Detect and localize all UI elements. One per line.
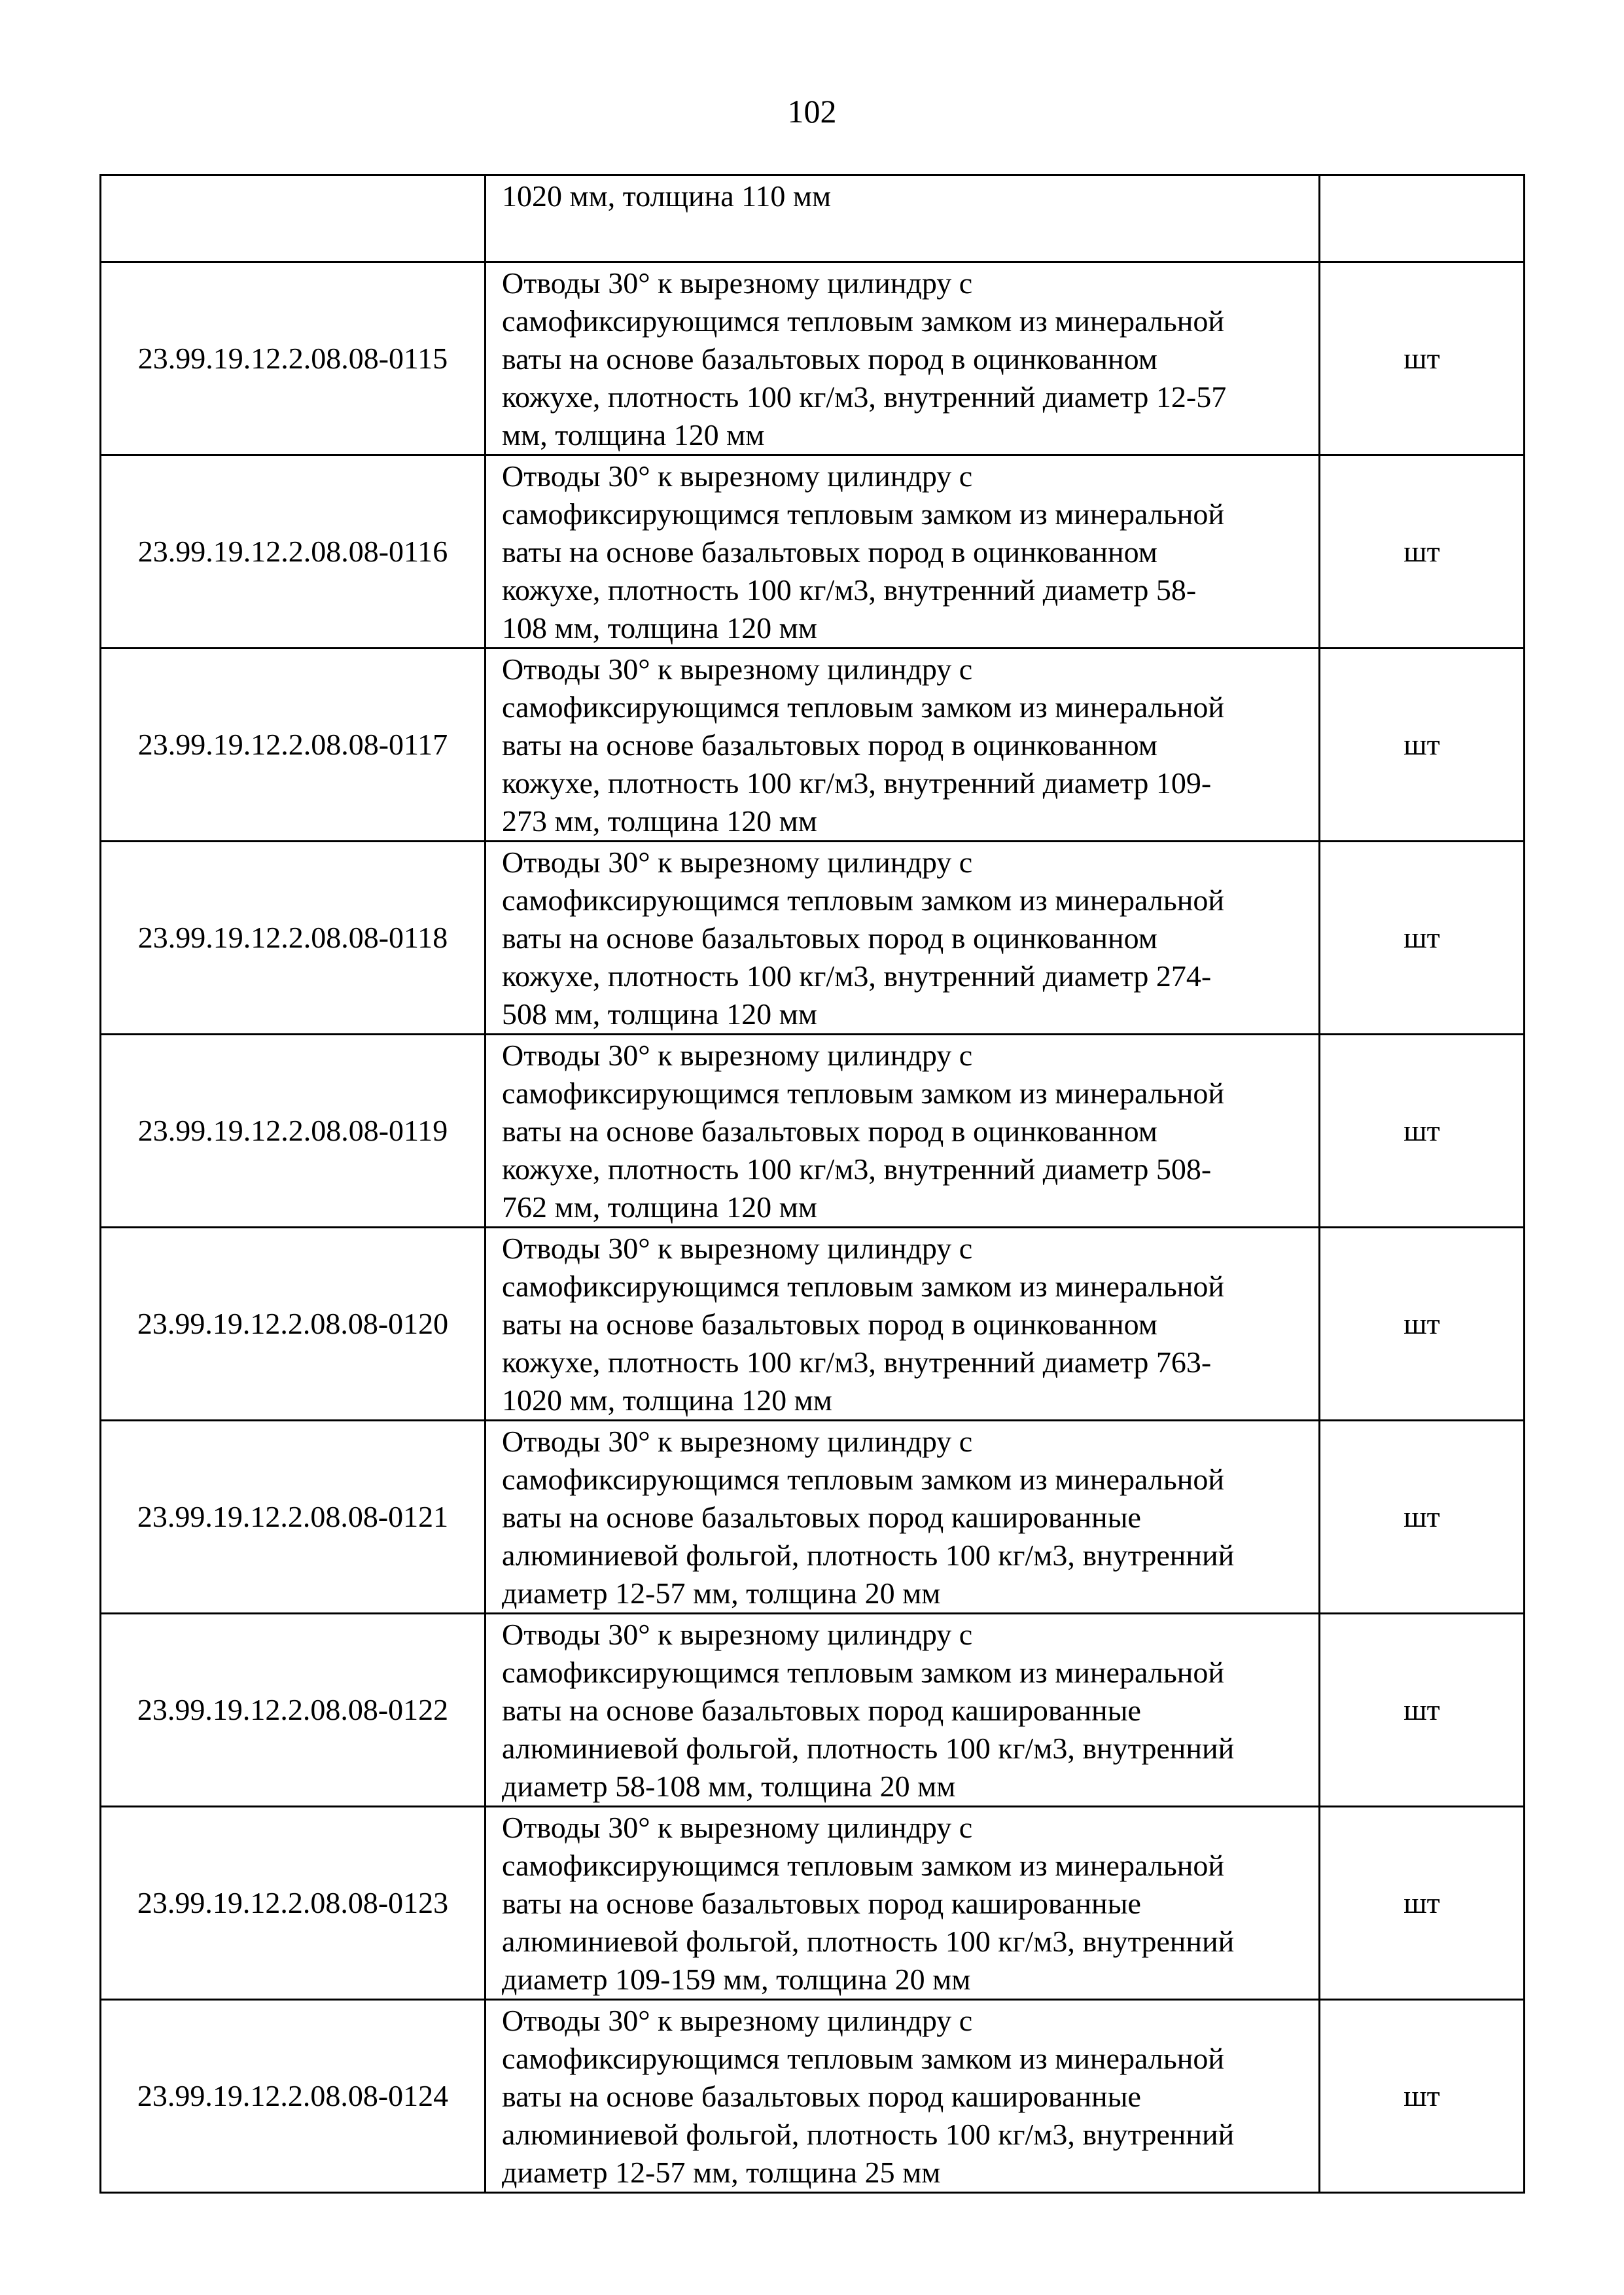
- description-line: ваты на основе базальтовых пород кашированные: [502, 1501, 1141, 1534]
- description-line: алюминиевой фольгой, плотность 100 кг/м3, внутренний: [502, 2118, 1235, 2151]
- unit-cell: шт: [1320, 842, 1525, 1035]
- description-line: Отводы 30° к вырезному цилиндру с: [502, 1811, 973, 1844]
- description-line: диаметр 109-159 мм, толщина 20 мм: [502, 1963, 971, 1996]
- description-line: диаметр 12-57 мм, толщина 20 мм: [502, 1576, 941, 1610]
- description-line: Отводы 30° к вырезному цилиндру с: [502, 652, 973, 686]
- description-line: Отводы 30° к вырезному цилиндру с: [502, 266, 973, 300]
- unit-cell: шт: [1320, 455, 1525, 649]
- materials-table-body: [101, 175, 1525, 2193]
- description-line: ваты на основе базальтовых пород в оцинкованном: [502, 342, 1157, 376]
- code-cell: 23.99.19.12.2.08.08-0123: [101, 1807, 485, 2000]
- description-line: ваты на основе базальтовых пород в оцинкованном: [502, 535, 1157, 569]
- description-line: Отводы 30° к вырезному цилиндру с: [502, 845, 973, 879]
- description-line: самофиксирующимся тепловым замком из минеральной: [502, 497, 1224, 531]
- description-line: кожухе, плотность 100 кг/м3, внутренний диаметр 508-: [502, 1152, 1212, 1186]
- unit-cell: шт: [1320, 1614, 1525, 1807]
- description-cell: [485, 1421, 1320, 1614]
- unit-cell: шт: [1320, 1807, 1525, 2000]
- description-cell: [485, 2000, 1320, 2193]
- description-line: 273 мм, толщина 120 мм: [502, 804, 817, 838]
- description-line: 508 мм, толщина 120 мм: [502, 997, 817, 1031]
- code-cell: 23.99.19.12.2.08.08-0117: [101, 649, 485, 842]
- description-line: ваты на основе базальтовых пород кашированные: [502, 2080, 1141, 2113]
- description-line: кожухе, плотность 100 кг/м3, внутренний диаметр 12-57: [502, 380, 1227, 414]
- description-line: 1020 мм, толщина 110 мм: [502, 179, 832, 213]
- code-cell: 23.99.19.12.2.08.08-0118: [101, 842, 485, 1035]
- description-line: самофиксирующимся тепловым замком из минеральной: [502, 883, 1224, 917]
- unit-cell: [1320, 175, 1525, 262]
- description-line: ваты на основе базальтовых пород кашированные: [502, 1694, 1141, 1727]
- description-cell: [485, 1807, 1320, 2000]
- description-cell: [485, 1035, 1320, 1228]
- description-line: ваты на основе базальтовых пород в оцинкованном: [502, 1308, 1157, 1341]
- unit-cell: шт: [1320, 2000, 1525, 2193]
- description-cell: [485, 455, 1320, 649]
- description-cell: [485, 175, 1320, 262]
- table-row: [101, 842, 1525, 1035]
- description-cell: [485, 1228, 1320, 1421]
- description-line: ваты на основе базальтовых пород кашированные: [502, 1887, 1141, 1920]
- code-cell: 23.99.19.12.2.08.08-0119: [101, 1035, 485, 1228]
- materials-table: [99, 174, 1525, 2194]
- code-cell: 23.99.19.12.2.08.08-0124: [101, 2000, 485, 2193]
- code-cell: 23.99.19.12.2.08.08-0115: [101, 262, 485, 455]
- description-line: мм, толщина 120 мм: [502, 418, 765, 452]
- table-row: [101, 1035, 1525, 1228]
- table-row: [101, 455, 1525, 649]
- description-line: кожухе, плотность 100 кг/м3, внутренний диаметр 274-: [502, 959, 1212, 993]
- description-line: 762 мм, толщина 120 мм: [502, 1190, 817, 1224]
- page-number: 102: [787, 93, 837, 130]
- description-line: кожухе, плотность 100 кг/м3, внутренний диаметр 763-: [502, 1345, 1212, 1379]
- table-row: [101, 262, 1525, 455]
- description-line: самофиксирующимся тепловым замком из минеральной: [502, 1270, 1224, 1303]
- table-row-continuation: [101, 175, 1525, 262]
- description-line: самофиксирующимся тепловым замком из минеральной: [502, 1463, 1224, 1496]
- description-line: кожухе, плотность 100 кг/м3, внутренний диаметр 109-: [502, 766, 1212, 800]
- description-line: алюминиевой фольгой, плотность 100 кг/м3, внутренний: [502, 1732, 1235, 1765]
- unit-cell: шт: [1320, 1228, 1525, 1421]
- description-cell: [485, 262, 1320, 455]
- description-line: ваты на основе базальтовых пород в оцинкованном: [502, 921, 1157, 955]
- description-line: самофиксирующимся тепловым замком из минеральной: [502, 1076, 1224, 1110]
- table-row: [101, 2000, 1525, 2193]
- description-cell: [485, 842, 1320, 1035]
- description-line: ваты на основе базальтовых пород в оцинкованном: [502, 728, 1157, 762]
- description-cell: [485, 1614, 1320, 1807]
- table-row: [101, 1614, 1525, 1807]
- description-line: самофиксирующимся тепловым замком из минеральной: [502, 690, 1224, 724]
- description-line: диаметр 12-57 мм, толщина 25 мм: [502, 2156, 941, 2189]
- description-line: Отводы 30° к вырезному цилиндру с: [502, 2004, 973, 2037]
- table-row: [101, 1228, 1525, 1421]
- unit-cell: шт: [1320, 1035, 1525, 1228]
- code-cell: 23.99.19.12.2.08.08-0122: [101, 1614, 485, 1807]
- unit-cell: шт: [1320, 1421, 1525, 1614]
- description-line: самофиксирующимся тепловым замком из минеральной: [502, 1849, 1224, 1882]
- code-cell: 23.99.19.12.2.08.08-0120: [101, 1228, 485, 1421]
- description-line: самофиксирующимся тепловым замком из минеральной: [502, 304, 1224, 338]
- description-line: диаметр 58-108 мм, толщина 20 мм: [502, 1770, 956, 1803]
- description-line: ваты на основе базальтовых пород в оцинкованном: [502, 1114, 1157, 1148]
- table-row: [101, 649, 1525, 842]
- description-line: Отводы 30° к вырезному цилиндру с: [502, 1232, 973, 1265]
- description-line: Отводы 30° к вырезному цилиндру с: [502, 1425, 973, 1458]
- description-line: самофиксирующимся тепловым замком из минеральной: [502, 2042, 1224, 2075]
- description-cell: [485, 649, 1320, 842]
- description-line: Отводы 30° к вырезному цилиндру с: [502, 459, 973, 493]
- description-line: алюминиевой фольгой, плотность 100 кг/м3, внутренний: [502, 1539, 1235, 1572]
- description-line: 1020 мм, толщина 120 мм: [502, 1383, 832, 1417]
- unit-cell: шт: [1320, 649, 1525, 842]
- unit-cell: шт: [1320, 262, 1525, 455]
- description-line: Отводы 30° к вырезному цилиндру с: [502, 1039, 973, 1072]
- code-cell: 23.99.19.12.2.08.08-0121: [101, 1421, 485, 1614]
- description-line: кожухе, плотность 100 кг/м3, внутренний диаметр 58-: [502, 573, 1197, 607]
- code-cell: 23.99.19.12.2.08.08-0116: [101, 455, 485, 649]
- description-line: самофиксирующимся тепловым замком из минеральной: [502, 1656, 1224, 1689]
- table-row: [101, 1421, 1525, 1614]
- table-row: [101, 1807, 1525, 2000]
- description-line: Отводы 30° к вырезному цилиндру с: [502, 1618, 973, 1651]
- description-line: алюминиевой фольгой, плотность 100 кг/м3, внутренний: [502, 1925, 1235, 1958]
- description-line: 108 мм, толщина 120 мм: [502, 611, 817, 645]
- code-cell: [101, 175, 485, 262]
